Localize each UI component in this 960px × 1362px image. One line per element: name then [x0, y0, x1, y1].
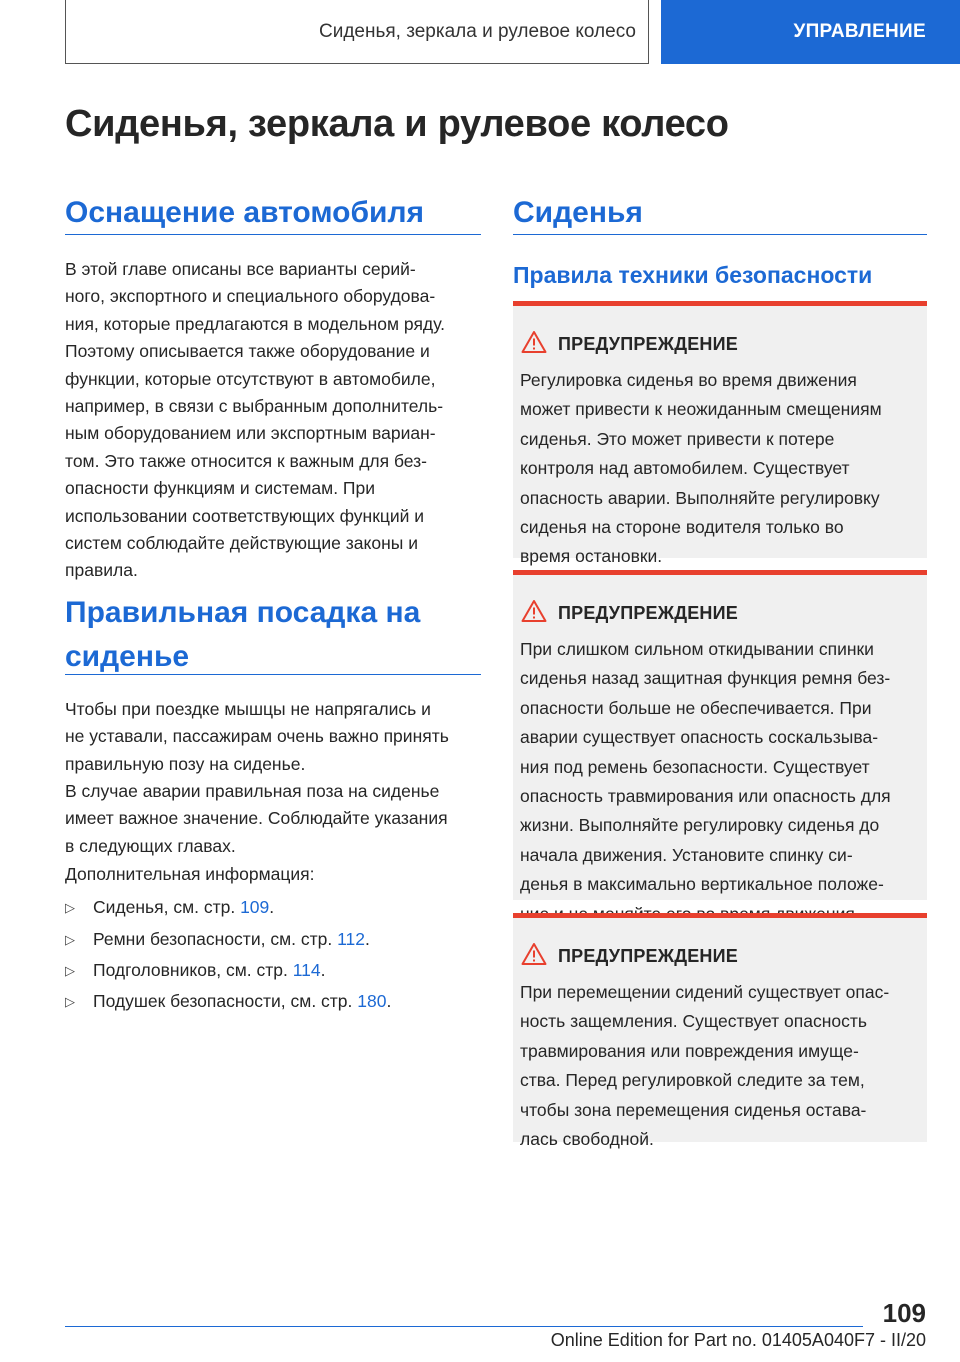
text-line: имеет важное значение. Соблюдайте указания: [65, 808, 448, 829]
xref-link[interactable]: Ремни безопасности, см. стр. 112.: [93, 929, 370, 949]
text-line: сиденья назад защитная функция ремня без-: [520, 668, 891, 689]
text-line: При слишком сильном откидывании спинки: [520, 639, 874, 659]
text-line: жизни. Выполняйте регулировку сиденья до: [520, 815, 880, 836]
footer-rule: [65, 1326, 863, 1327]
xref-link[interactable]: Подушек безопасности, см. стр. 180.: [93, 991, 392, 1011]
text-line: Чтобы при поездке мышцы не напрягались и: [65, 699, 431, 719]
running-header-section: [65, 0, 649, 64]
text-line: опасность травмирования или опасность для: [520, 786, 891, 807]
text-line: систем соблюдайте действующие законы и: [65, 533, 418, 554]
warning-title: ПРЕДУПРЕЖДЕНИЕ: [558, 603, 738, 623]
xref-link[interactable]: Сиденья, см. стр. 109.: [93, 897, 275, 917]
text-line: например, в связи с выбранным дополнитель-: [65, 396, 444, 417]
more-info-label: Дополнительная информация:: [65, 864, 315, 884]
text-line: время остановки.: [520, 546, 663, 567]
xref-text: Сиденья, см. стр.: [93, 897, 241, 917]
warning-triangle-icon: [521, 330, 547, 354]
text-line: может привести к неожиданным смещениям: [520, 399, 882, 420]
text-line: Регулировка сиденья во время движения: [520, 370, 857, 390]
triangle-right-icon: ▷: [65, 963, 75, 978]
warning-box: [513, 913, 927, 1150]
page-title: Сиденья, зеркала и рулевое колесо: [65, 103, 729, 145]
text-line: том. Это также относится к важным для без-: [65, 450, 427, 471]
text-line: опасности функциям и системам. При: [65, 478, 376, 499]
xref-page[interactable]: 109: [240, 897, 270, 917]
heading-rule: [513, 234, 927, 235]
heading-rule: [65, 234, 481, 235]
text-line: травмирования или повреждения имуще-: [520, 1040, 859, 1061]
text-line: контроля над автомобилем. Существует: [520, 458, 850, 479]
text-line: не уставали, пассажирам очень важно принять: [65, 726, 449, 747]
text-line: начала движения. Установите спинку си-: [520, 844, 853, 865]
text-line: использовании соответствующих функций и: [65, 505, 425, 526]
heading-safety-rules: Правила техники безопасности: [513, 262, 873, 288]
text-line: правила.: [65, 560, 138, 581]
page-number: 109: [882, 1298, 926, 1328]
text-line: При перемещении сидений существует опас-: [520, 982, 890, 1002]
xref-text: Подушек безопасности, см. стр.: [93, 991, 358, 1011]
text-line: ния под ремень безопасности. Существует: [520, 756, 870, 777]
warning-title: ПРЕДУПРЕЖДЕНИЕ: [558, 334, 738, 354]
warning-triangle-icon: [521, 599, 547, 623]
text-line: ного, экспортного и специального оборудова-: [65, 286, 436, 307]
paragraph-posture-1: [65, 696, 485, 778]
text-line: опасности больше не обеспечивается. При: [520, 697, 872, 718]
xref-page[interactable]: 112: [337, 929, 365, 949]
triangle-right-icon: ▷: [65, 932, 75, 947]
text-line: ния, которые предлагаются в модельном ряду.: [65, 313, 445, 334]
triangle-right-icon: ▷: [65, 994, 75, 1009]
text-line: аварии существует опасность соскальзыва-: [520, 727, 879, 748]
text-line: ным оборудованием или экспортным вариан-: [65, 423, 436, 444]
chapter-tab[interactable]: [661, 0, 960, 64]
text-line: правильную позу на сиденье.: [65, 753, 306, 774]
heading-seats: Сиденья: [513, 196, 643, 229]
text-line: денья в максимально вертикальное положе-: [520, 874, 884, 895]
paragraph-posture-2: [65, 778, 485, 860]
text-line: чтобы зона перемещения сиденья остава-: [520, 1099, 867, 1120]
warning-box: [513, 570, 927, 900]
xref-link[interactable]: Подголовников, см. стр. 114.: [93, 960, 326, 980]
heading-equipment: Оснащение автомобиля: [65, 196, 425, 229]
triangle-right-icon: ▷: [65, 900, 75, 915]
running-header-title: Сиденья, зеркала и рулевое колесо: [319, 20, 636, 42]
text-line: сиденья на стороне водителя только во: [520, 517, 844, 538]
xref-page[interactable]: 114: [292, 960, 321, 980]
text-line: сиденья. Это может привести к потере: [520, 428, 835, 449]
text-line: В случае аварии правильная поза на сиденье: [65, 781, 440, 801]
edition-note: Online Edition for Part no. 01405A040F7 - II/20: [550, 1330, 926, 1350]
xref-text: Подголовников, см. стр.: [93, 960, 293, 980]
warning-triangle-icon: [521, 942, 547, 966]
warning-box: [513, 301, 927, 567]
paragraph-equipment: [65, 256, 485, 585]
text-line: ность защемления. Существует опасность: [520, 1011, 868, 1032]
warning-text: [520, 978, 924, 1154]
text-line: В этой главе описаны все варианты серий-: [65, 259, 416, 279]
warning-title: ПРЕДУПРЕЖДЕНИЕ: [558, 946, 738, 966]
text-line: ства. Перед регулировкой следите за тем,: [520, 1070, 865, 1091]
xref-page[interactable]: 180: [357, 991, 387, 1011]
xref-text: Ремни безопасности, см. стр.: [93, 929, 338, 949]
warning-text: [520, 635, 924, 929]
heading-posture: [65, 593, 420, 677]
heading-rule: [65, 674, 481, 675]
text-line: опасность аварии. Выполняйте регулировку: [520, 487, 880, 508]
heading-posture-line: сиденье: [65, 640, 190, 673]
heading-posture-line: Правильная посадка на: [65, 596, 421, 629]
text-line: Поэтому описывается также оборудование и: [65, 341, 430, 362]
text-line: лась свободной.: [520, 1129, 654, 1150]
chapter-tab-label: УПРАВЛЕНИЕ: [793, 21, 926, 42]
text-line: в следующих главах.: [65, 835, 236, 856]
warning-text: [520, 366, 924, 572]
text-line: функции, которые отсутствуют в автомобиле,: [65, 368, 436, 389]
